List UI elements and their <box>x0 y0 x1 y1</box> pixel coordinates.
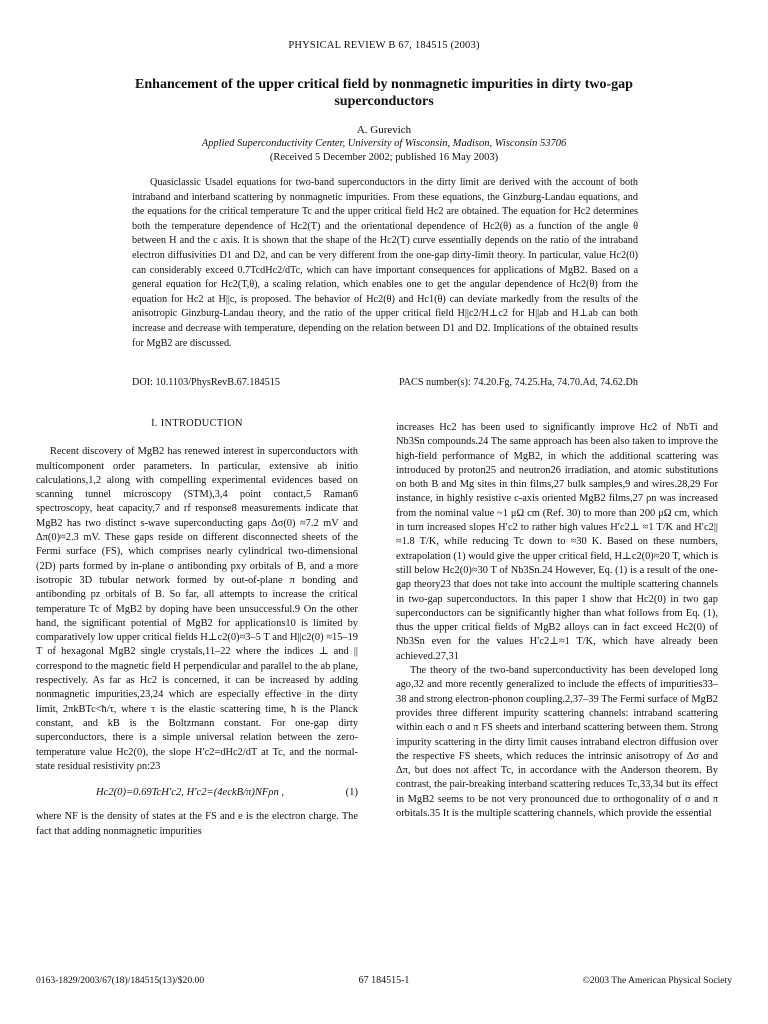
footer-page-number: 67 184515-1 <box>358 975 410 986</box>
journal-header: PHYSICAL REVIEW B 67, 184515 (2003) <box>288 40 480 51</box>
equation-number: (1) <box>345 787 358 799</box>
pacs-numbers: PACS number(s): 74.20.Fg, 74.25.Ha, 74.70.Ad, 74.62.Dh <box>398 377 638 388</box>
received-dates: (Received 5 December 2002; published 16 May 2003) <box>269 152 499 163</box>
intro-paragraph-3: increases Hc2 has been used to significantly improve Hc2 of NbTi and Nb3Sn compounds.24 The same approach has been also taken to improve the high-field performance of MgB2, in which the additional scattering was introduced by proton25 and neutron26 irradiation, and atomic substitutions on both B and Mg sites in thin films,27 bulk samples,9 and wires.28,29 For instance, in highly resistive c-axis oriented MgB2 films,27 ρn was increased from the nominal value ~1 μΩ cm (Ref. 30) to more than 200 μΩ cm, which in turn increased slopes H′c2 to rather high values H′c2⊥ ≈1 T/K and H′c2||≈1.8 T/K, while reducing Tc down to ≈30 K. Based on these numbers, extrapolation (1) would give the upper critical field, H⊥c2(0)≈20 T, which is still below Hc2(0)≈30 T of Nb3Sn.24 However, Eq. (1) is a result of the one-gap theory23 that does not take into account the multiple scattering channels in two-gap superconductors. In this paper I show that Hc2(0) in two gap superconductors can be significantly higher than what follows from Eq. (1), thus the upper critical fields of MgB2 alloys can in fact exceed Hc2(0) of Nb3Sn even for the values H′c2⊥≈1 T/K, which have already been achieved.27,31 <box>396 422 718 662</box>
intro-paragraph-1: Recent discovery of MgB2 has renewed interest in superconductors with multicomponent order parameters. In particular, extensive ab initio calculations,1,2 along with compelling experimental evidences based on scanning tunnel microscopy (STM),3,4 point contact,5 Raman6 spectroscopy, heat capacity,7 and rf response8 measurements indicate that MgB2 has two distinct s-wave superconducting gaps Δσ(0) ≈7.2 mV and Δπ(0)≈2.3 mV. These gaps reside on different disconnected sheets of the Fermi surface (FS), which comprises nearly cylindrical two-dimensional (2D) parts formed by in-plane σ antibonding pxy orbitals of B, and a more isotropic 3D tubular network formed by out-of-plane π bonding and antibonding pz orbitals of B. So far, all attempts to increase the critical temperature Tc of MgB2 by doping have been unsuccessful.9 On the other hand, the significant potential of MgB2 for applications10 is limited by comparatively low upper critical fields H⊥c2(0)≈3–5 T and H||c2(0) ≈15–19 T of hexagonal MgB2 single crystals,11–22 where the indices ⊥ and || correspond to the magnetic field H perpendicular and parallel to the ab plane, respectively. As far as Hc2 is concerned, it can be increased by adding nonmagnetic impurities,23,24 which are especially effective in the dirty limit, 2πkBTc<ħ/τ, where τ is the elastic scattering time, ħ is the Planck constant, and kB is the Boltzmann constant. For one-gap dirty superconductors, there is a simple universal relation between the zero-temperature value Hc2(0), the slope H′c2=dHc2/dT at Tc, and the normal-state residual resistivity ρn:23 <box>36 446 358 772</box>
left-column <box>36 417 358 839</box>
abstract-text: Quasiclassic Usadel equations for two-band superconductors in the dirty limit are derived with the account of both intraband and interband scattering by nonmagnetic impurities. From these equations, the Ginzburg-Landau equations, and the equations for the critical temperature Tc and the upper critical field Hc2 are obtained. The equation for Hc2 determines both the temperature dependence of Hc2(T) and the orientational dependence of Hc2(θ) as a function of the angle θ between H and the c axis. It is shown that the shape of the Hc2(T) curve essentially depends on the ratio of the intraband electron diffusivities D1 and D2, and can be very different from the one-gap dirty-limit theory. In particular, value Hc2(0) can considerably exceed 0.7TcdHc2/dTc, which can have important consequences for applications of MgB2. Based on a general equation for Hc2(T,θ), a scaling relation, which enables one to get the angular dependence of Hc2(θ) from the equation for Hc2 at H||c, is proposed. The behavior of Hc2(θ) and Hc1(θ) can deviate markedly from the results of the anisotropic Ginzburg-Landau theory, and the ratio of the upper critical field H||c2/H⊥c2 for H||ab and H⊥ab can both increase and decrease with temperature, depending on the relation between D1 and D2. Implications of the obtained results for MgB2 are discussed. <box>132 177 638 349</box>
doi-text[interactable]: DOI: 10.1103/PhysRevB.67.184515 <box>132 377 280 388</box>
author-name: A. Gurevich <box>356 124 412 136</box>
author-affiliation: Applied Superconductivity Center, University of Wisconsin, Madison, Wisconsin 53706 <box>201 138 567 149</box>
equation-1 <box>36 786 358 800</box>
right-column <box>396 421 718 821</box>
footer-copyright: ©2003 The American Physical Society <box>582 975 732 986</box>
intro-paragraph-4: The theory of the two-band superconductivity has been developed long ago,32 and more recently generalized to include the effects of impurities33–38 and strong electron-phonon coupling.2,37–39 The Fermi surface of MgB2 provides three different impurity scattering channels: intraband scattering within each σ and π FS sheets and interband scattering between them. Strong impurity scattering in the dirty limit causes intraband electron diffusion over the respective FS sheets, which reduces the intrinsic anisotropy of Δσ and Δπ, but does not affect Tc, in accordance with the Anderson theorem. By contrast, the pair-breaking interband scattering reduces Tc,33,34 but its effect in MgB2 seems to be not very pronounced due to orthogonality of σ and π orbitals.35 It is the multiple scattering channels, which provide the essential <box>396 665 718 820</box>
intro-paragraph-2: where NF is the density of states at the FS and e is the electron charge. The fact that adding nonmagnetic impurities <box>36 811 358 837</box>
equation-body: Hc2(0)=0.69TcH′c2, H′c2=(4eckB/π)NFρn , <box>96 787 285 799</box>
doi-pacs-line <box>132 377 638 388</box>
section-heading: I. INTRODUCTION <box>151 418 243 429</box>
paper-title: Enhancement of the upper critical field by nonmagnetic impurities in dirty two-gap superconductors <box>135 77 633 109</box>
footer-issn: 0163-1829/2003/67(18)/184515(13)/$20.00 <box>36 975 205 986</box>
